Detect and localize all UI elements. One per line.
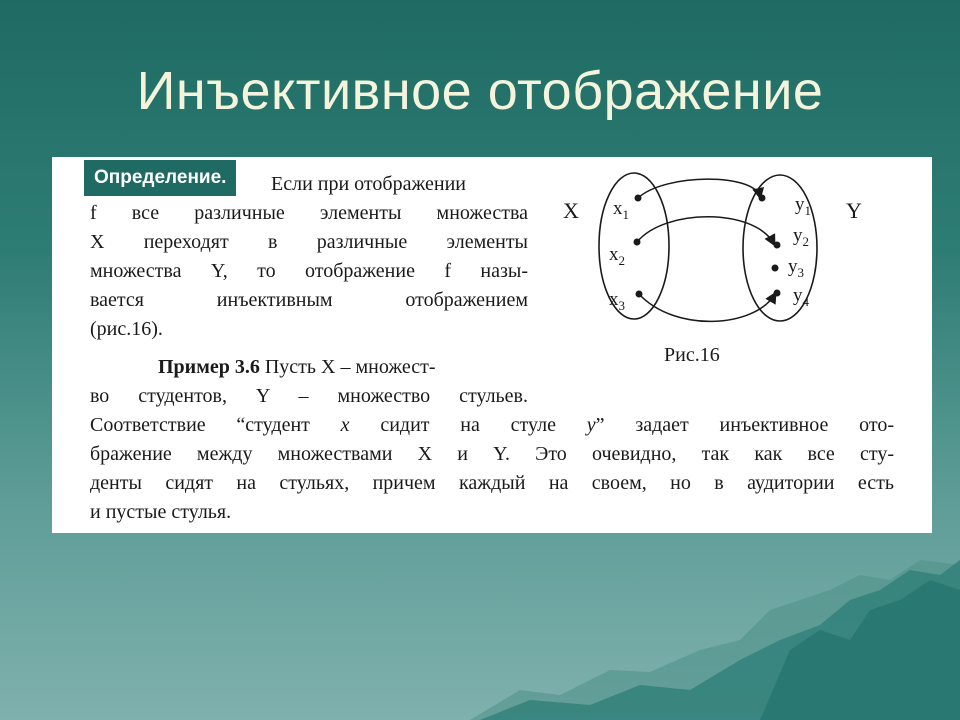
x-element-dot: [636, 291, 643, 298]
example-line-6: и пустые стулья.: [90, 501, 232, 523]
example-line-5: денты сидят на стульях, причем каждый на своем, но в аудитории есть: [90, 472, 894, 494]
y-element-dot: [772, 265, 779, 272]
example-line-3c: ” задает инъективное ото-: [595, 414, 894, 436]
set-x-label: X: [563, 198, 579, 223]
y-element-label-2: $y_2$: [793, 225, 809, 249]
definition-line-4: множества Y, то отображение f назы-: [90, 260, 528, 282]
x-element-label-1: $x_1$: [613, 198, 629, 222]
x-element-label-3: $x_3$: [609, 289, 625, 313]
example-line-3b: сидит на стуле: [349, 414, 587, 436]
example-line-3: [90, 411, 894, 440]
y-element-label-3: $y_3$: [788, 256, 804, 280]
variable-x: x: [340, 414, 350, 436]
y-element-dot: [774, 290, 781, 297]
variable-y: y: [586, 414, 596, 436]
y-element-label-4: $y_4$: [793, 285, 809, 309]
x-element-dot: [634, 239, 641, 246]
definition-line-5: вается инъективным отображением: [90, 289, 528, 311]
y-element-dot: [759, 195, 766, 202]
set-y-label: Y: [846, 198, 862, 223]
definition-line-3: X переходят в различные элементы: [90, 231, 528, 253]
example-line-1-text: Пусть X – множест-: [259, 356, 436, 378]
example-heading: Пример 3.6: [158, 356, 260, 378]
definition-line-1: Если при отображении: [271, 173, 466, 195]
example-line-1: [158, 353, 436, 382]
x-element-dot: [635, 195, 642, 202]
definition-line-2: f все различные элементы множества: [90, 202, 528, 224]
page-title: Инъективное отображение: [136, 61, 824, 121]
example-line-4: бражение между множествами X и Y. Это очевидно, так как все сту-: [90, 443, 894, 465]
mapping-arrow: [639, 294, 775, 321]
y-element-dot: [774, 242, 781, 249]
figure-caption: Рис.16: [664, 344, 720, 366]
y-element-label-1: $y_1$: [795, 194, 811, 218]
mapping-diagram: [555, 168, 895, 373]
definition-line-6: (рис.16).: [90, 318, 163, 340]
example-line-2: во студентов, Y – множество стульев.: [90, 385, 528, 407]
mapping-arrow: [637, 217, 774, 244]
x-element-label-2: $x_2$: [609, 244, 625, 268]
example-line-3a: Соответствие “студент: [90, 414, 341, 436]
definition-badge: Определение.: [84, 160, 236, 196]
